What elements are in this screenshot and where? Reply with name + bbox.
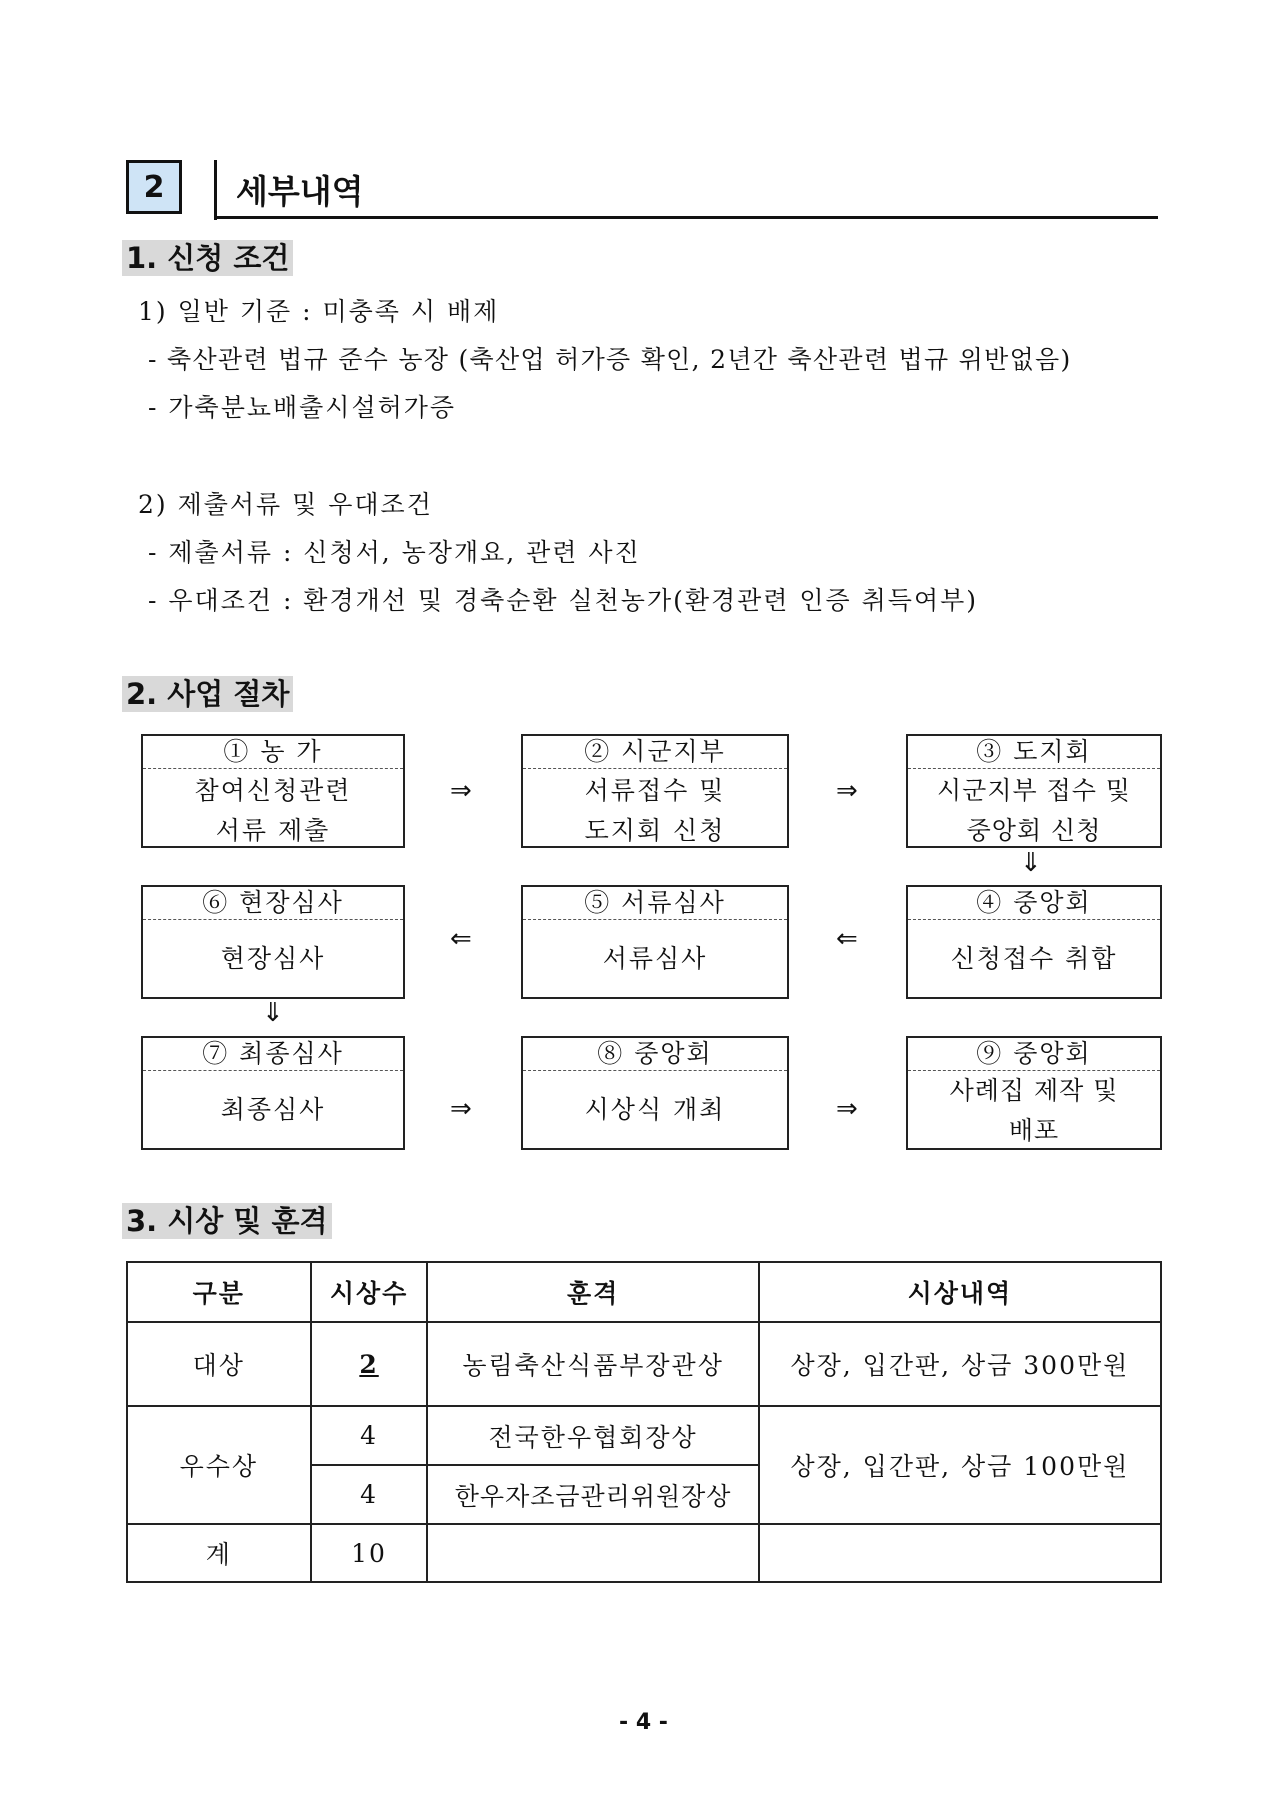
- arrow-right-icon: ⇒: [450, 776, 472, 806]
- flow-box-farm: [141, 734, 405, 848]
- section-divider: [214, 160, 217, 220]
- flow-box-head: ⑥ 현장심사: [143, 887, 403, 920]
- text-line: 1) 일반 기준 : 미충족 시 배제: [138, 297, 500, 326]
- table-cell: 4: [311, 1406, 428, 1465]
- flow-box-ceremony: [521, 1036, 789, 1150]
- arrow-right-icon: ⇒: [450, 1094, 472, 1124]
- table-cell: 농림축산식품부장관상: [427, 1322, 758, 1406]
- text-line: - 가축분뇨배출시설허가증: [148, 393, 457, 422]
- flow-box-central-collect: [906, 885, 1162, 999]
- flow-box-body: 서류 제출: [215, 816, 331, 845]
- flow-box-body: 배포: [1008, 1116, 1060, 1145]
- flow-box-document-review: [521, 885, 789, 999]
- section-underline: [214, 216, 1158, 219]
- table-cell: 상장, 입간판, 상금 100만원: [759, 1406, 1161, 1524]
- section-number: 2: [143, 169, 165, 205]
- flow-box-body: 참여신청관련: [194, 776, 352, 805]
- flow-box-body: 중앙회 신청: [966, 816, 1102, 845]
- flow-box-final-review: [141, 1036, 405, 1150]
- flow-box-body: 서류접수 및: [584, 776, 726, 805]
- flow-box-head: ⑧ 중앙회: [523, 1038, 787, 1071]
- arrow-left-icon: ⇐: [450, 924, 472, 954]
- flow-box-body: 신청접수 취합: [950, 944, 1118, 973]
- table-cell: 계: [127, 1524, 311, 1582]
- flow-box-body: 시군지부 접수 및: [937, 776, 1131, 805]
- column-header: 시상내역: [759, 1262, 1161, 1322]
- arrow-right-icon: ⇒: [836, 1094, 858, 1124]
- flow-box-head: ③ 도지회: [908, 736, 1160, 769]
- flow-box-field-review: [141, 885, 405, 999]
- table-row: [127, 1406, 1161, 1465]
- flow-box-body: 서류심사: [602, 944, 708, 973]
- flow-box-body: 최종심사: [220, 1095, 326, 1124]
- flow-box-head: ⑨ 중앙회: [908, 1038, 1160, 1071]
- flow-box-head: ⑦ 최종심사: [143, 1038, 403, 1071]
- section-title: 세부내역: [236, 172, 364, 211]
- flow-box-head: ① 농 가: [143, 736, 403, 769]
- flow-box-city-branch: [521, 734, 789, 848]
- page-number: - 4 -: [619, 1710, 668, 1735]
- column-header: 구분: [127, 1262, 311, 1322]
- table-cell: [759, 1524, 1161, 1582]
- table-cell: 한우자조금관리위원장상: [427, 1465, 758, 1524]
- arrow-down-icon: ⇓: [262, 998, 284, 1028]
- table-cell: [311, 1322, 428, 1406]
- flow-box-body: 현장심사: [220, 944, 326, 973]
- flow-box-head: ② 시군지부: [523, 736, 787, 769]
- table-cell: 우수상: [127, 1406, 311, 1524]
- heading-application-conditions: 1. 신청 조건: [122, 240, 293, 276]
- flow-box-head: ⑤ 서류심사: [523, 887, 787, 920]
- text-line: - 제출서류 : 신청서, 농장개요, 관련 사진: [148, 538, 641, 567]
- table-cell: [427, 1524, 758, 1582]
- column-header: 훈격: [427, 1262, 758, 1322]
- table-row: [127, 1524, 1161, 1582]
- section-number-box: [126, 160, 182, 214]
- table-row: [127, 1322, 1161, 1406]
- flow-box-body: 사례집 제작 및: [949, 1076, 1119, 1105]
- arrow-right-icon: ⇒: [836, 776, 858, 806]
- table-header-row: [127, 1262, 1161, 1322]
- table-cell: 10: [311, 1524, 428, 1582]
- column-header: 시상수: [311, 1262, 428, 1322]
- text-line: - 우대조건 : 환경개선 및 경축순환 실천농가(환경관련 인증 취득여부): [148, 586, 979, 615]
- heading-awards: 3. 시상 및 훈격: [122, 1203, 332, 1239]
- table-cell: 상장, 입간판, 상금 300만원: [759, 1322, 1161, 1406]
- arrow-down-icon: ⇓: [1020, 848, 1042, 878]
- count-value: 2: [359, 1349, 379, 1379]
- table-cell: 전국한우협회장상: [427, 1406, 758, 1465]
- flow-box-head: ④ 중앙회: [908, 887, 1160, 920]
- flow-box-body: 시상식 개최: [584, 1095, 726, 1124]
- text-line: - 축산관련 법규 준수 농장 (축산업 허가증 확인, 2년간 축산관련 법규 위반없음): [148, 345, 1072, 374]
- table-cell: 대상: [127, 1322, 311, 1406]
- arrow-left-icon: ⇐: [836, 924, 858, 954]
- flow-box-body: 도지회 신청: [584, 816, 726, 845]
- flow-box-casebook: [906, 1036, 1162, 1150]
- table-cell: 4: [311, 1465, 428, 1524]
- flow-box-province: [906, 734, 1162, 848]
- awards-table: [126, 1261, 1162, 1583]
- text-line: 2) 제출서류 및 우대조건: [138, 490, 433, 519]
- heading-business-procedure: 2. 사업 절차: [122, 676, 293, 712]
